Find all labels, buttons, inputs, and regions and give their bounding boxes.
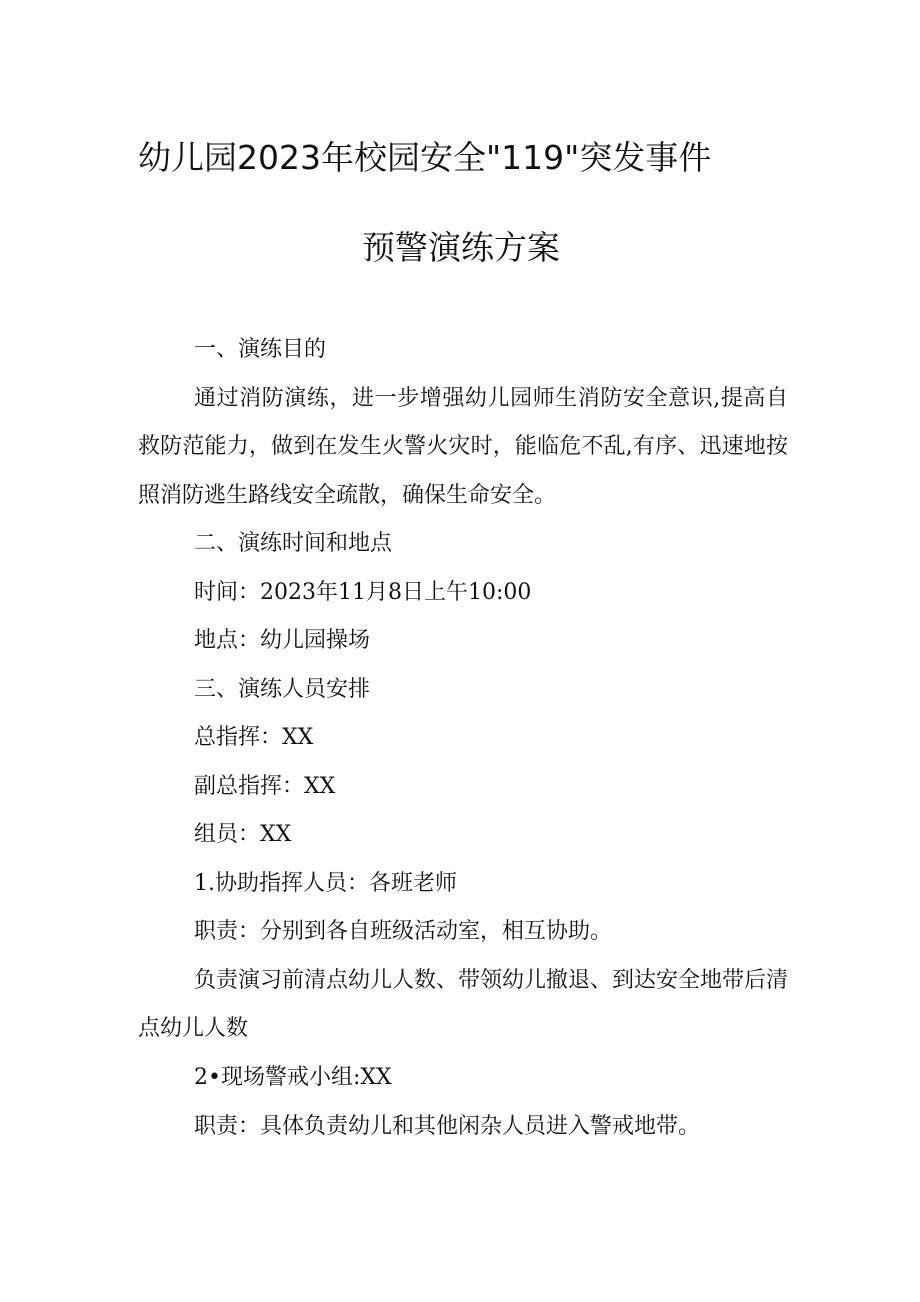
paragraph-purpose: 通过消防演练，进一步增强幼儿园师生消防安全意识,提高自救防范能力，做到在发生火警火灾时，能临危不乱,有序、迅速地按照消防逃生路线安全疏散，确保生命安全。 [138, 385, 788, 508]
section-heading-personnel: 三、演练人员安排 [194, 676, 371, 702]
paragraph-place: 地点：幼儿园操场 [194, 628, 371, 653]
paragraph-commander: 总指挥：XX [194, 725, 314, 750]
section-heading-time-place: 二、演练时间和地点 [194, 531, 393, 556]
paragraph-duty-1: 职责：分别到各自班级活动室，相互协助。 [194, 919, 613, 944]
paragraph-assist-staff: 1.协助指挥人员：各班老师 [194, 870, 457, 896]
paragraph-duty-detail: 负责演习前清点幼儿人数、带领幼儿撤退、到达安全地带后清点幼儿人数 [138, 967, 789, 1041]
section-heading-purpose: 一、演练目的 [194, 337, 327, 362]
paragraph-security-team: 2•现场警戒小组:XX [194, 1065, 392, 1090]
document-body-continued [138, 1054, 788, 1151]
document-title-line-2: 预警演练方案 [362, 228, 560, 267]
paragraph-time: 时间：2023年11月8日上午10:00 [194, 579, 532, 605]
document-title-line-1: 幼儿园2023年校园安全"119"突发事件 [138, 138, 712, 177]
paragraph-members: 组员：XX [194, 822, 292, 847]
paragraph-duty-2: 职责：具体负责幼儿和其他闲杂人员进入警戒地带。 [194, 1113, 701, 1139]
document-body [138, 326, 788, 1054]
paragraph-deputy-commander: 副总指挥：XX [194, 773, 336, 799]
